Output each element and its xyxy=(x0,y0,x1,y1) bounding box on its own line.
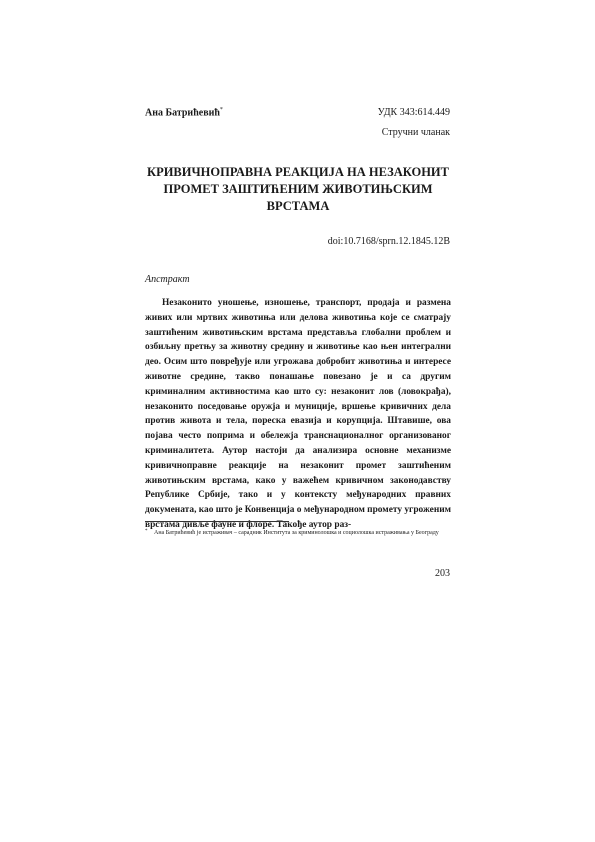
article-type: Стручни чланак xyxy=(381,127,450,138)
article-title: КРИВИЧНОПРАВНА РЕАКЦИЈА НА НЕЗАКОНИТ ПРОМЕТ ЗАШТИЋЕНИМ ЖИВОТИЊСКИМ ВРСТАМА xyxy=(147,165,449,213)
footnote xyxy=(145,529,451,539)
footnote-separator xyxy=(145,521,289,522)
abstract-heading: Апстракт xyxy=(145,274,190,285)
udc-code: УДК 343:614.449 xyxy=(377,107,450,118)
doi: doi:10.7168/sprn.12.1845.12B xyxy=(327,236,450,247)
footnote-mark: * xyxy=(145,529,148,534)
abstract-text: Незаконито уношење, изношење, транспорт, продаја и размена живих или мртвих животиња или делова животиња које се сматрају заштићеним животињским врстама представља глобални проблем и озбиљну претњу за животну средину и животиње као њен интегрални део. Осим што повређује или угрожава добробит животиња и интересе животне средине, такво понашање повезано је и са другим криминалним активностима као што су: незаконит лов (ловокрађа), незаконито поседовање оружја и муниције, вршење кривичних дела против живота и тела, пореска евазија и корупција. Штавише, ова појава често поприма и обележја транснационалног организованог криминалитета. Аутор настоји да анализира основне механизме кривичноправне реакције на незаконит промет заштићеним животињским врстама, како у важећем кривичном законодавству Републике Србије, тако и у контексту међународних правних докумената, као што је Конвенција о међународном промету угроженим врстама дивље фауне и флоре. Такође аутор раз- xyxy=(145,298,452,530)
author-name: Ана Батрићевић* xyxy=(145,107,223,119)
footnote-text: Ана Батрићевић је истраживач – сарадник Института за криминолошка и социолошка истраживања у Београду xyxy=(154,530,439,536)
page-number: 203 xyxy=(435,568,450,579)
author-footnote-mark: * xyxy=(219,107,223,113)
